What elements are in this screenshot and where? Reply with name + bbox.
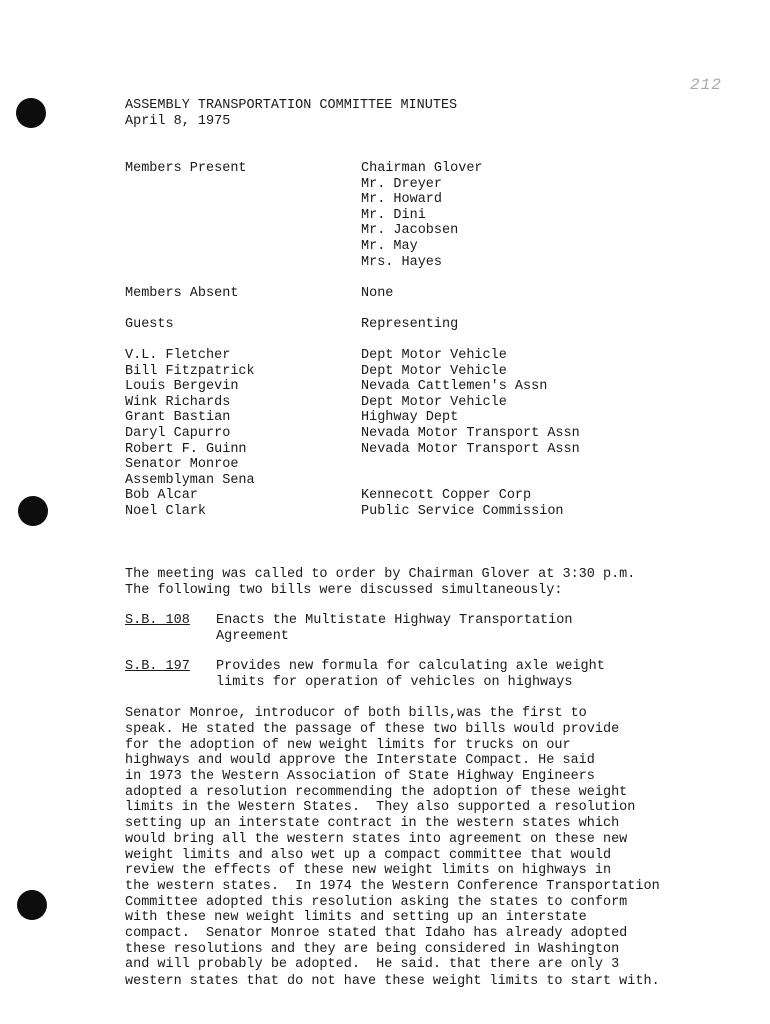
guest-representing: Highway Dept — [361, 410, 459, 426]
members-present-label: Members Present — [125, 161, 247, 176]
guest-row — [125, 348, 725, 364]
guest-row — [125, 379, 725, 395]
guest-row — [125, 395, 725, 411]
member-name: Mr. Dreyer — [361, 176, 443, 192]
body-line: adopted a resolution recommending the adoption of these weight — [125, 785, 628, 800]
body-line: western states that do not have these weight limits to start with. — [125, 974, 660, 989]
body-line: weight limits and also wet up a compact committee that would — [125, 848, 612, 863]
body-line: limits in the Western States. They also supported a resolution — [125, 800, 636, 815]
page-number: 212 — [690, 76, 722, 94]
guest-name: Wink Richards — [125, 394, 231, 410]
guest-name: Daryl Capurro — [125, 425, 231, 441]
body-line: would bring all the western states into agreement on these new — [125, 832, 628, 847]
guest-representing: Public Service Commission — [361, 503, 564, 519]
opening-line: The following two bills were discussed simultaneously: — [125, 583, 563, 598]
bill-description: Provides new formula for calculating axle weight — [216, 659, 605, 674]
member-name: Chairman Glover — [361, 161, 483, 176]
body-line: the western states. In 1974 the Western Conference Transportation — [125, 879, 660, 894]
bill-description: Agreement — [216, 629, 289, 644]
document-title: ASSEMBLY TRANSPORTATION COMMITTEE MINUTES — [125, 98, 458, 113]
guest-row — [125, 457, 725, 473]
member-name: Mr. Jacobsen — [361, 223, 459, 239]
members-absent-value: None — [361, 286, 394, 301]
guest-name: V.L. Fletcher — [125, 348, 231, 363]
guest-representing: Kennecott Copper Corp — [361, 488, 532, 504]
bill-description: Enacts the Multistate Highway Transportation — [216, 613, 573, 628]
members-present-list — [361, 161, 483, 270]
member-name: Mrs. Hayes — [361, 254, 443, 270]
member-name: Mr. Howard — [361, 192, 443, 208]
guest-table — [125, 348, 725, 520]
body-line: Committee adopted this resolution asking the states to conform — [125, 895, 628, 910]
body-line: with these new weight limits and setting up an interstate — [125, 910, 587, 925]
guest-representing: Nevada Motor Transport Assn — [361, 425, 580, 441]
guest-name: Bill Fitzpatrick — [125, 363, 255, 379]
punch-hole-middle — [18, 496, 48, 526]
body-line: highways and would approve the Interstate Compact. He said — [125, 753, 595, 768]
guest-row — [125, 473, 725, 489]
guest-name: Grant Bastian — [125, 410, 231, 426]
body-line: Senator Monroe, introducor of both bills,was the first to — [125, 706, 587, 721]
bill-id: S.B. 197 — [125, 659, 190, 674]
bill-description: limits for operation of vehicles on highways — [216, 675, 573, 690]
representing-label: Representing — [361, 317, 459, 332]
guest-row — [125, 364, 725, 380]
guest-row — [125, 488, 725, 504]
guest-representing: Nevada Cattlemen's Assn — [361, 379, 548, 395]
body-line: in 1973 the Western Association of State Highway Engineers — [125, 769, 595, 784]
guest-name: Senator Monroe — [125, 457, 239, 473]
document-date: April 8, 1975 — [125, 114, 231, 129]
guest-row — [125, 410, 725, 426]
body-line: these resolutions and they are being considered in Washington — [125, 942, 620, 957]
body-line: review the effects of these new weight limits on highways in — [125, 863, 612, 878]
body-line: speak. He stated the passage of these two bills would provide — [125, 722, 620, 737]
body-line: compact. Senator Monroe stated that Idaho has already adopted — [125, 926, 628, 941]
guest-row — [125, 442, 725, 458]
guest-representing: Dept Motor Vehicle — [361, 394, 507, 410]
body-line: setting up an interstate contract in the western states which — [125, 816, 620, 831]
members-absent-label: Members Absent — [125, 286, 239, 301]
guest-representing: Dept Motor Vehicle — [361, 363, 507, 379]
opening-line: The meeting was called to order by Chairman Glover at 3:30 p.m. — [125, 567, 636, 582]
guest-name: Robert F. Guinn — [125, 441, 247, 457]
bill-id: S.B. 108 — [125, 613, 190, 628]
guests-label: Guests — [125, 317, 174, 332]
member-name: Mr. Dini — [361, 207, 426, 223]
guest-name: Bob Alcar — [125, 488, 198, 504]
body-line: for the adoption of new weight limits for trucks on our — [125, 738, 571, 753]
member-name: Mr. May — [361, 238, 418, 254]
punch-hole-bottom — [17, 890, 47, 920]
guest-row — [125, 426, 725, 442]
guest-representing: Dept Motor Vehicle — [361, 348, 507, 363]
guest-row — [125, 504, 725, 520]
guest-name: Noel Clark — [125, 503, 207, 519]
body-line: and will probably be adopted. He said. that there are only 3 — [125, 957, 620, 972]
punch-hole-top — [16, 98, 46, 128]
guest-representing: Nevada Motor Transport Assn — [361, 441, 580, 457]
guest-name: Louis Bergevin — [125, 379, 239, 395]
guest-name: Assemblyman Sena — [125, 472, 255, 488]
